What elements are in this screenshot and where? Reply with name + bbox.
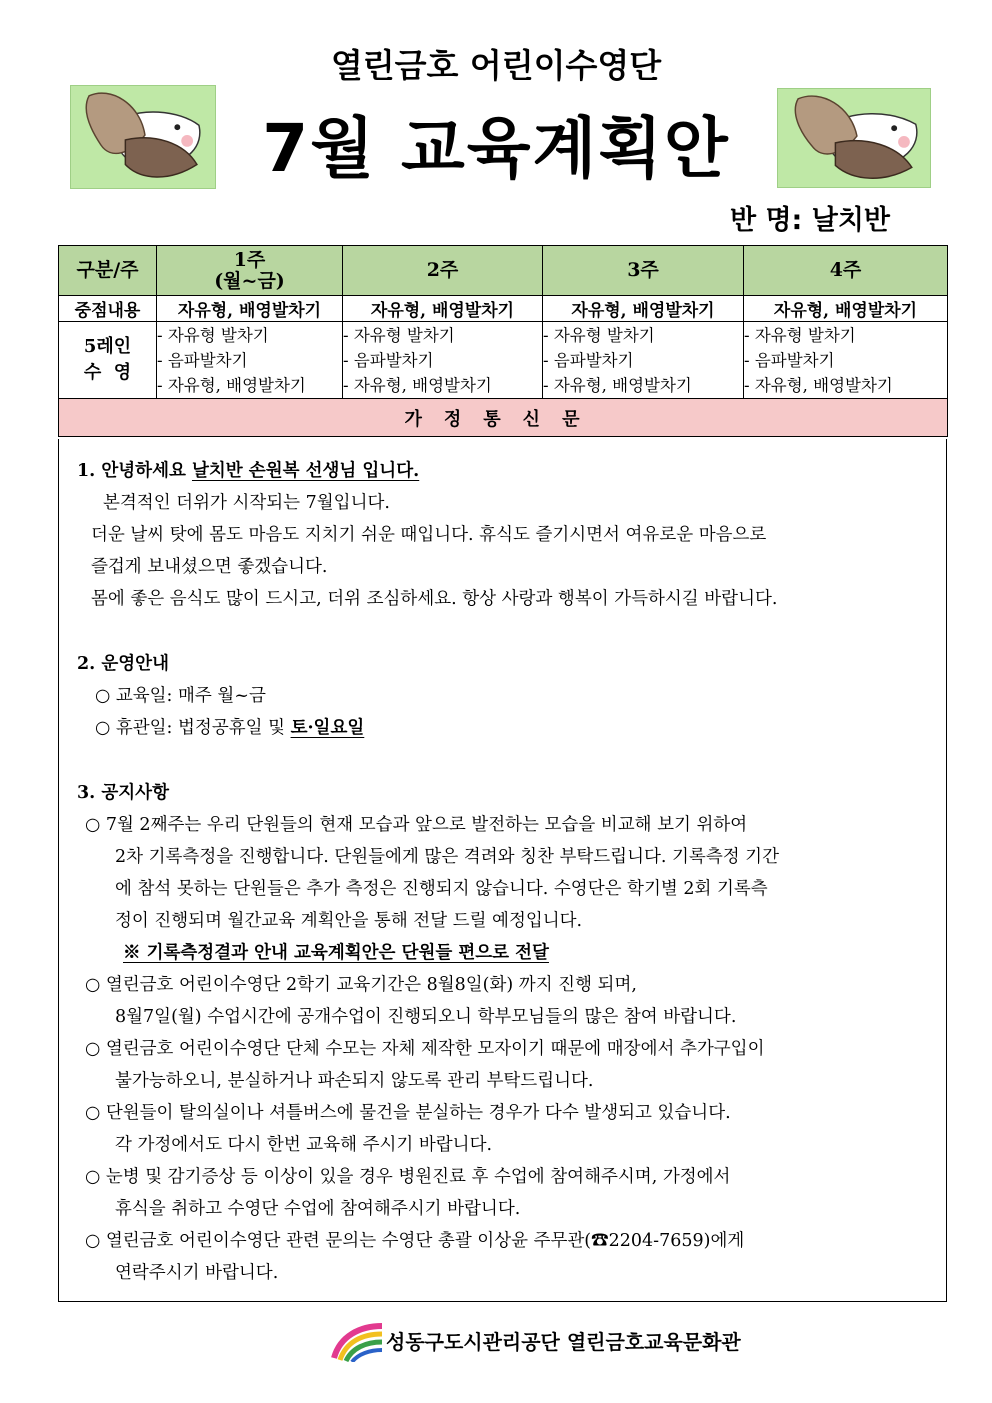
content-item: - 자유형 발차기: [744, 325, 856, 345]
focus-cell: 자유형, 배영발차기: [343, 296, 543, 322]
letter-line: 본격적인 더위가 시작되는 7월입니다.: [103, 493, 390, 513]
notice-line: 에 참석 못하는 단원들은 추가 측정은 진행되지 않습니다. 수영단은 학기별 2회 기록측: [115, 879, 768, 899]
table-header-row: [59, 246, 948, 296]
letter-line: 몸에 좋은 음식도 많이 드시고, 더위 조심하세요. 항상 사랑과 행복이 가득하시길 바랍니다.: [91, 589, 778, 609]
class-value: 날치반: [811, 205, 890, 236]
education-days: ○ 교육일: 매주 월~금: [95, 686, 266, 706]
org-title: 열린금호 어린이수영단: [330, 46, 662, 85]
corner-cell: 구분/주: [59, 246, 157, 296]
weekly-plan-table: [58, 245, 948, 437]
section-1-title: [77, 457, 419, 482]
focus-cell: 자유형, 배영발차기: [157, 296, 343, 322]
closed-days-label: ○ 휴관일: 법정공휴일 및: [95, 718, 291, 738]
content-item: - 자유형 발차기: [157, 325, 269, 345]
notice-emphasis: ※ 기록측정결과 안내 교육계획안은 단원들 편으로 전달: [123, 943, 549, 963]
home-letter: [58, 439, 947, 1302]
content-cell-week-3: [543, 322, 744, 399]
week-3-header: 3주: [543, 246, 744, 296]
section-3-title: 3. 공지사항: [77, 783, 169, 803]
closed-weekend: 토·일요일: [290, 718, 365, 738]
focus-row: [59, 296, 948, 322]
content-item: - 음파발차기: [543, 350, 634, 370]
flying-fish-illustration-right: [777, 88, 931, 188]
week-1-header: [157, 246, 343, 296]
notice-line: ○ 눈병 및 감기증상 등 이상이 있을 경우 병원진료 후 수업에 참여해주시며, 가정에서: [85, 1167, 731, 1187]
notice-line: 연락주시기 바랍니다.: [115, 1263, 279, 1283]
closed-days: [95, 714, 364, 739]
focus-cell: 자유형, 배영발차기: [543, 296, 744, 322]
week-sub-label: (월~금): [214, 269, 285, 292]
focus-label: 중점내용: [59, 296, 157, 322]
content-item: - 자유형, 배영발차기: [343, 375, 492, 395]
notice-line: 2차 기록측정을 진행합니다. 단원들에게 많은 격려와 칭찬 부탁드립니다. 기록측정 기간: [115, 847, 779, 867]
content-item: - 음파발차기: [157, 350, 248, 370]
flying-fish-icon: [778, 89, 930, 187]
notice-line: ○ 단원들이 탈의실이나 셔틀버스에 물건을 분실하는 경우가 다수 발생되고 있습니다.: [85, 1103, 731, 1123]
notice-line: ○ 7월 2째주는 우리 단원들의 현재 모습과 앞으로 발전하는 모습을 비교해 보기 위하여: [85, 815, 748, 835]
teacher-intro: 날치반 손원복 선생님 입니다.: [191, 461, 420, 481]
class-label: 반 명:: [729, 205, 803, 236]
week-label: 1주: [233, 248, 266, 271]
notice-line: 불가능하오니, 분실하거나 파손되지 않도록 관리 부탁드립니다.: [115, 1071, 594, 1091]
content-cell-week-1: [157, 322, 343, 399]
notice-line: 각 가정에서도 다시 한번 교육해 주시기 바랍니다.: [115, 1135, 493, 1155]
content-label: [59, 322, 157, 399]
swim-label: 수 영: [83, 362, 132, 383]
content-item: - 자유형, 배영발차기: [157, 375, 306, 395]
content-item: - 자유형, 배영발차기: [543, 375, 692, 395]
content-item: - 음파발차기: [744, 350, 835, 370]
content-item: - 자유형 발차기: [343, 325, 455, 345]
notice-line: 정이 진행되며 월간교육 계획안을 통해 전달 드릴 예정입니다.: [115, 911, 583, 931]
flying-fish-icon: [71, 86, 215, 188]
footer: [330, 1318, 741, 1362]
content-cell-week-2: [343, 322, 543, 399]
content-row: [59, 322, 948, 399]
section-2-title: 2. 운영안내: [77, 654, 169, 674]
greeting-text: 1. 안녕하세요: [77, 461, 192, 481]
lane-label: 5레인: [83, 335, 132, 357]
organization-name: 성동구도시관리공단 열린금호교육문화관: [386, 1329, 741, 1354]
notice-line: 휴식을 취하고 수영단 수업에 참여해주시기 바랍니다.: [115, 1199, 521, 1219]
letter-line: 더운 날씨 탓에 몸도 마음도 지치기 쉬운 때입니다. 휴식도 즐기시면서 여유로운 마음으로: [91, 525, 767, 545]
content-cell-week-4: [744, 322, 948, 399]
focus-cell: 자유형, 배영발차기: [744, 296, 948, 322]
content-item: - 자유형 발차기: [543, 325, 655, 345]
letter-line: 즐겁게 보내셨으면 좋겠습니다.: [91, 557, 328, 577]
class-name: [730, 198, 890, 237]
notice-header: 가정통신문: [59, 399, 948, 437]
notice-line: ○ 열린금호 어린이수영단 단체 수모는 자체 제작한 모자이기 때문에 매장에서 추가구입이: [85, 1039, 765, 1059]
plan-title: 7월 교육계획안: [262, 110, 730, 187]
content-item: - 음파발차기: [343, 350, 434, 370]
flying-fish-illustration-left: [70, 85, 216, 189]
content-item: - 자유형, 배영발차기: [744, 375, 893, 395]
week-4-header: 4주: [744, 246, 948, 296]
notice-line: ○ 열린금호 어린이수영단 2학기 교육기간은 8월8일(화) 까지 진행 되며,: [85, 975, 637, 995]
rainbow-logo-icon: [330, 1318, 384, 1362]
notice-line: 8월7일(월) 수업시간에 공개수업이 진행되오니 학부모님들의 많은 참여 바랍니다.: [115, 1007, 737, 1027]
notice-header-row: [59, 399, 948, 437]
notice-line: ○ 열린금호 어린이수영단 관련 문의는 수영단 총괄 이상윤 주무관(☎2204-7659)에게: [85, 1231, 745, 1251]
week-2-header: 2주: [343, 246, 543, 296]
